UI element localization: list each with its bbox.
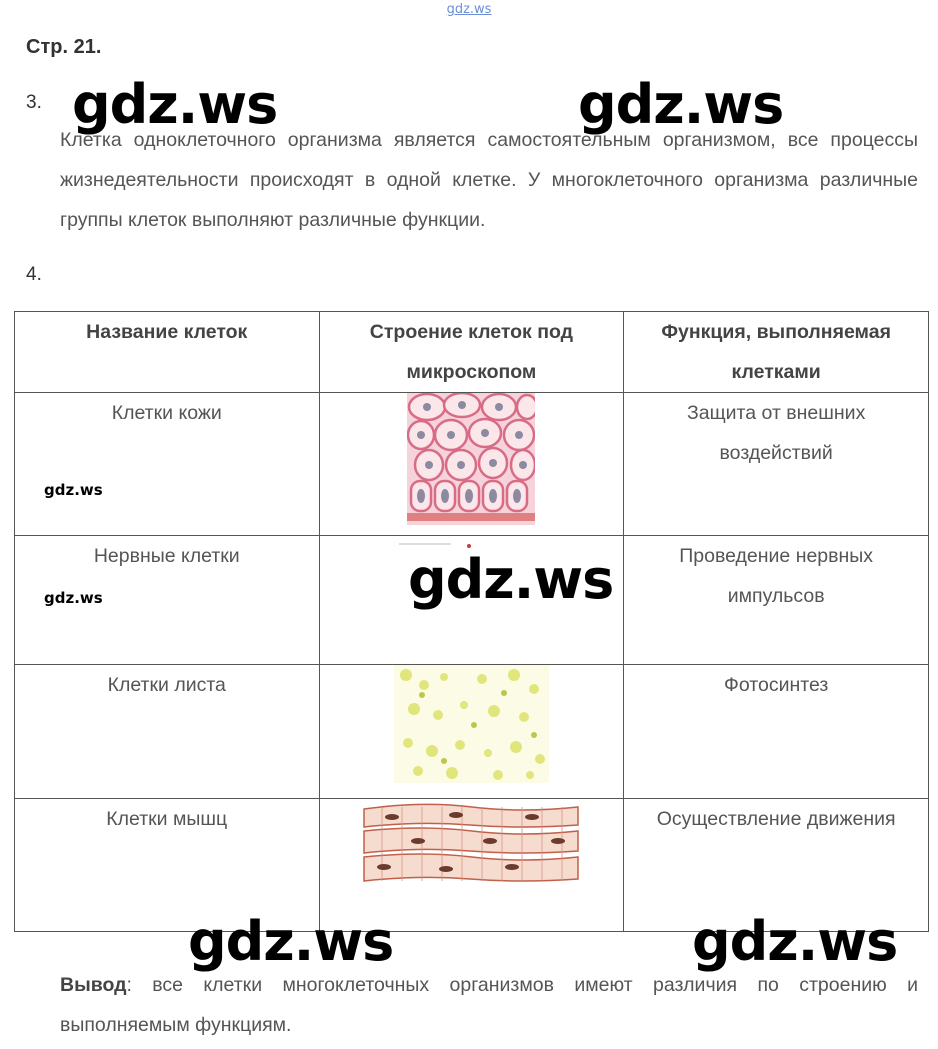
conclusion-label: Вывод [60,974,127,996]
skin-cells-micrograph [407,393,535,525]
cell-function: Проведение нервных импульсов [624,536,929,665]
cell-name: Клетки кожи [15,393,320,536]
watermark: gdz.ws [692,910,898,973]
table-header-row [15,312,929,393]
watermark-small: gdz.ws [44,589,103,607]
conclusion [60,965,918,1045]
header-cell-name: Название клеток [15,312,320,393]
header-cell-structure: Строение клеток под микроскопом [319,312,624,393]
watermark: gdz.ws [72,73,278,136]
question-3-answer: Клетка одноклеточного организма является самостоятельным организмом, все процессы жизнедеятельности происходят в одной клетке. У многоклеточного организма различные группы клеток выполняют различные функции. [60,129,918,231]
cell-function: Защита от внешних воздействий [624,393,929,536]
cell-image [319,393,624,536]
cell-name: Клетки мышц [15,799,320,932]
leaf-cells-micrograph [394,665,549,783]
site-mark[interactable]: gdz.ws [446,2,492,17]
cell-image [319,665,624,799]
cells-table [14,311,929,932]
page-label: Стр. 21. [26,36,102,58]
watermark: gdz.ws [188,910,394,973]
muscle-cells-micrograph [362,799,580,887]
table-row [15,393,929,536]
watermark: gdz.ws [578,73,784,136]
cell-name: Нервные клетки [15,536,320,665]
header-cell-function: Функция, выполняемая клетками [624,312,929,393]
watermark: gdz.ws [408,548,614,611]
cell-function: Фотосинтез [624,665,929,799]
question-3-number: 3. [26,92,42,113]
question-4-number: 4. [26,264,42,285]
cell-name: Клетки листа [15,665,320,799]
conclusion-text: : все клетки многоклеточных организмов имеют различия по строению и выполняемым функциям. [60,974,918,1036]
cell-function: Осуществление движения [624,799,929,932]
table-row [15,665,929,799]
watermark-small: gdz.ws [44,481,103,499]
